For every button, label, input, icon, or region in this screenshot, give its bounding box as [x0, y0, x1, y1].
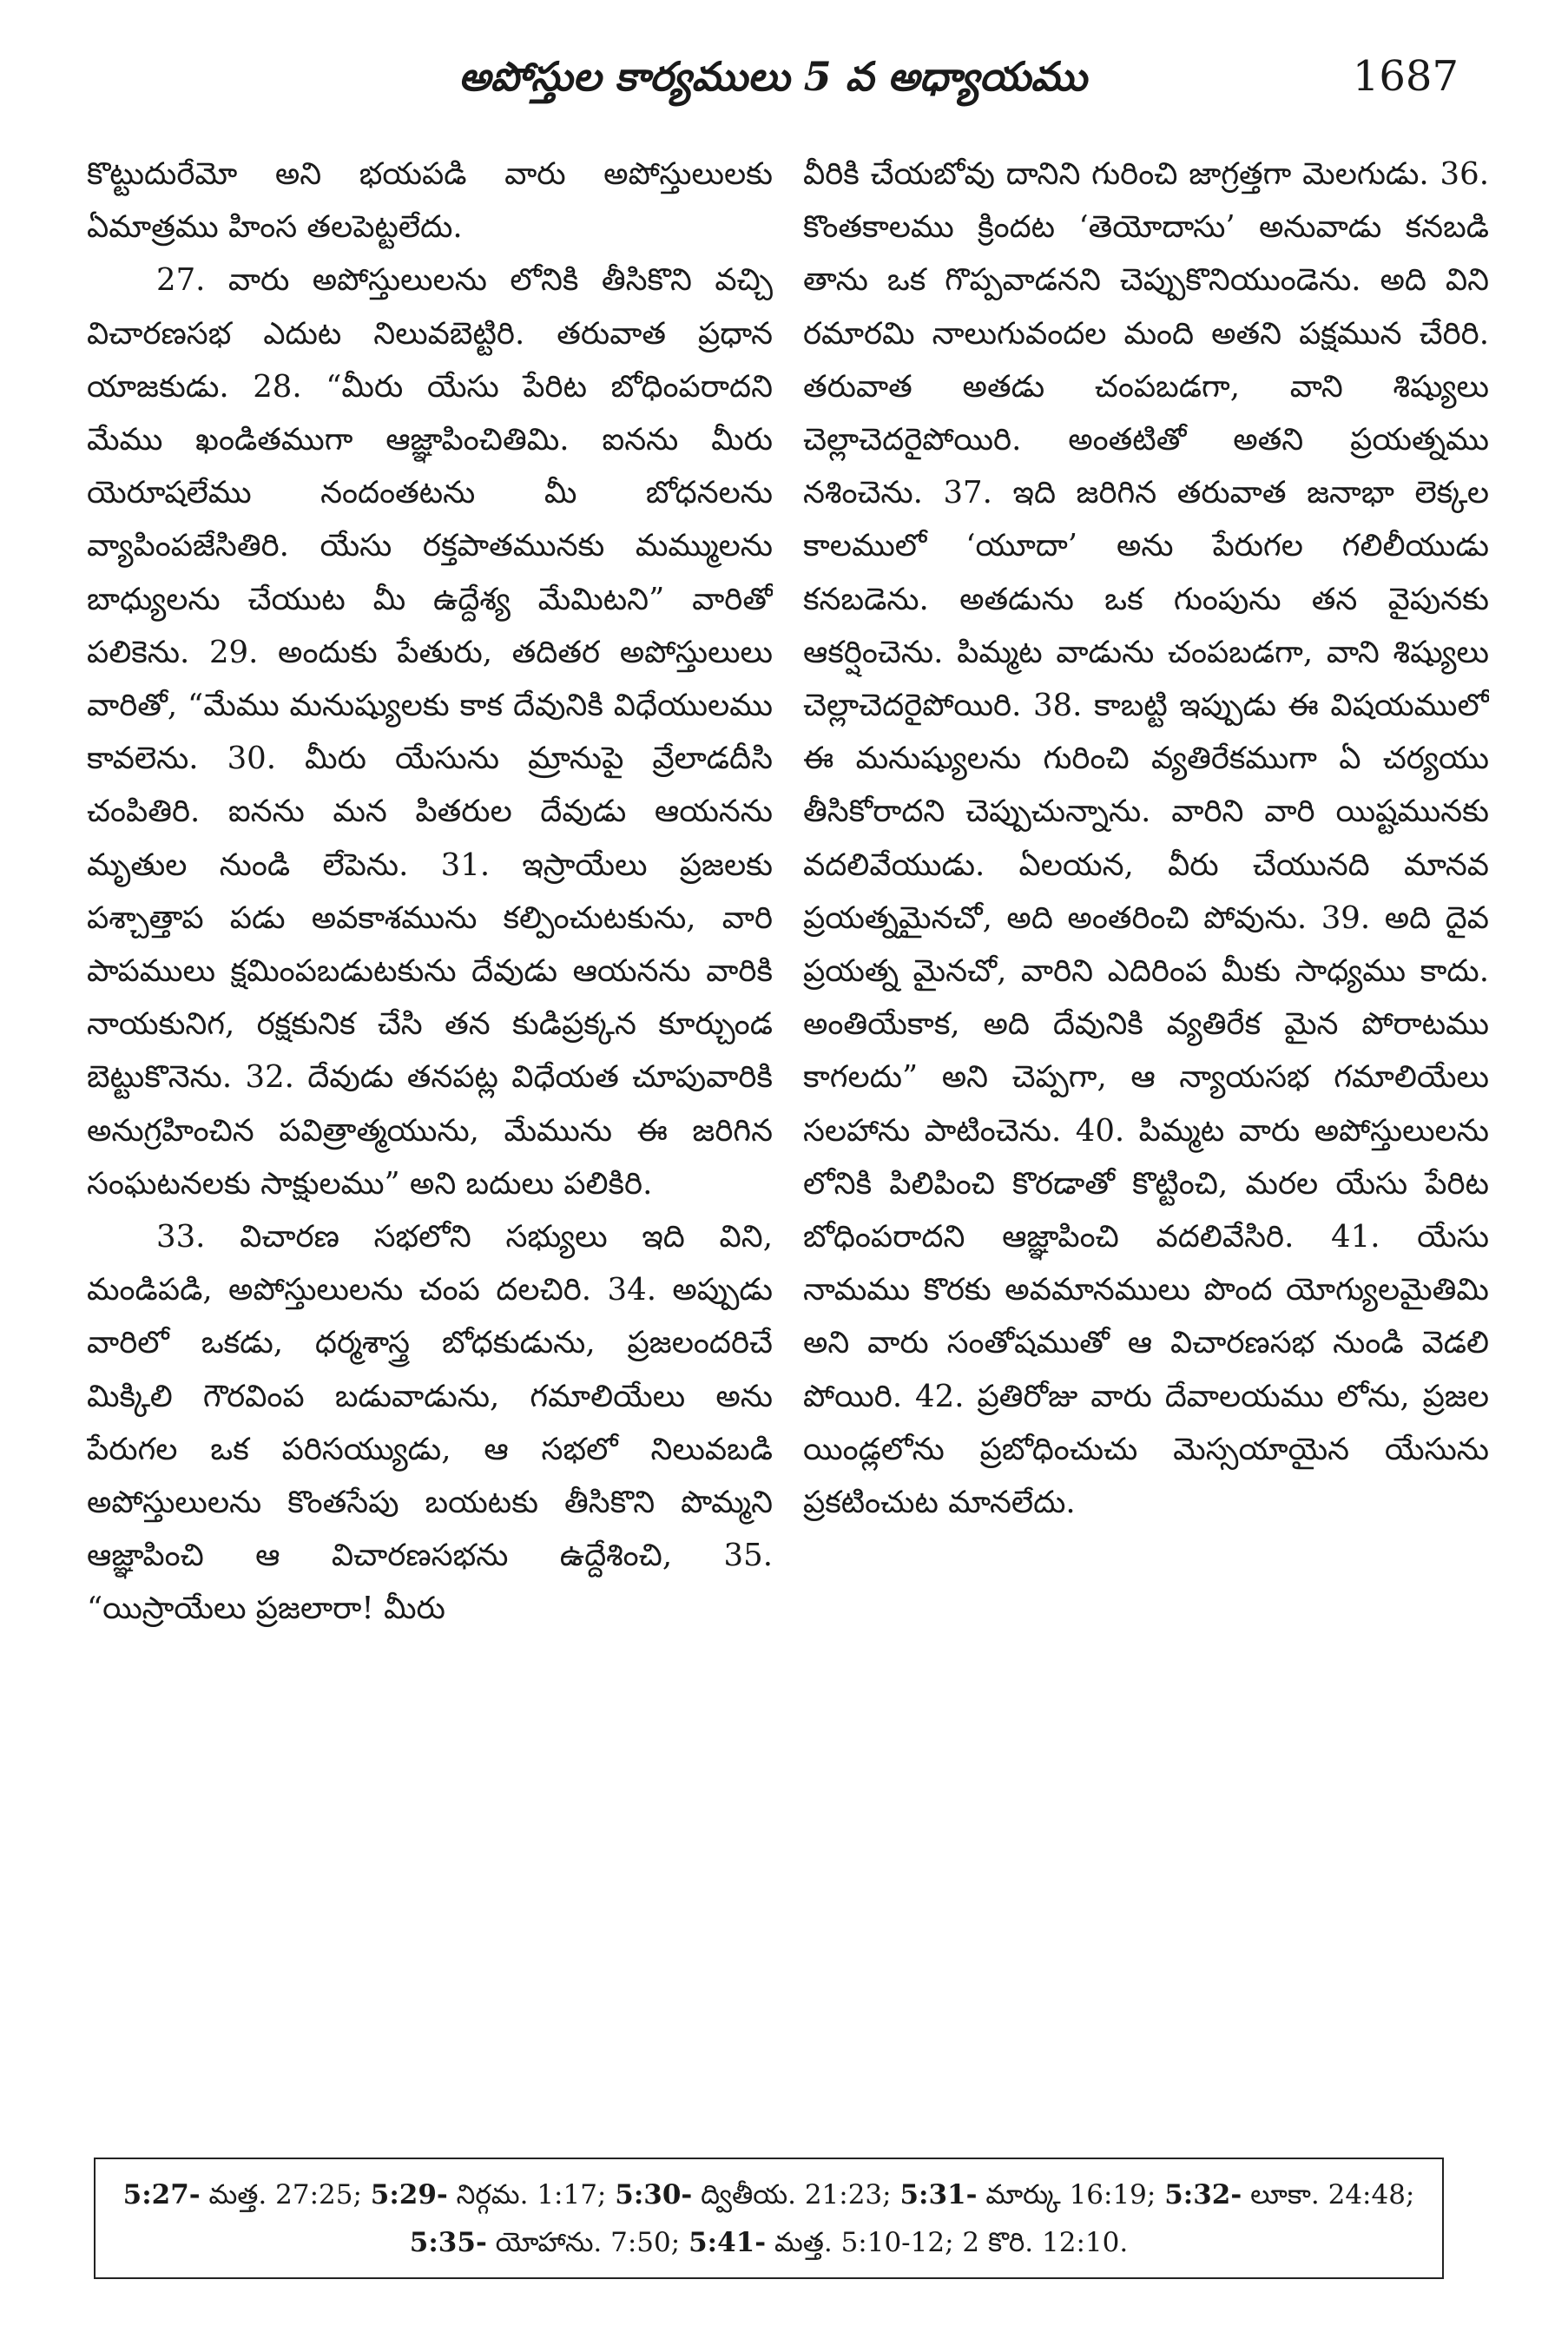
page-number: 1687: [1352, 52, 1459, 101]
footnote-ref: 5:27-: [122, 2179, 201, 2210]
footnote-ref: 5:30-: [615, 2179, 693, 2210]
footnote-text: ద్వితీయ. 21:23;: [692, 2179, 892, 2210]
footnote: [615, 2179, 891, 2210]
footnote: [123, 2179, 362, 2210]
footnote-text: మార్కు 16:19;: [977, 2179, 1156, 2210]
footnote-text: మత్త. 5:10-12; 2 కొరి. 12:10.: [766, 2227, 1129, 2258]
paragraph: కొట్టుదురేమో అని భయపడి వారు అపోస్తులులకు ఏమాత్రము హింస తలపెట్టలేదు.: [87, 156, 773, 246]
footnote: [899, 2179, 1156, 2210]
paragraph: 33. విచారణ సభలోని సభ్యులు ఇది విని, మండిపడి, అపోస్తులులను చంప దలచిరి. 34. అప్పుడు వారిలో ఒకడు, ధర్మశాస్త్ర బోధకుడును, ప్రజలందరిచే మిక్కిలి గౌరవింప బడువాడును, గమాలియేలు అను పేరుగల ఒక పరిసయ్యుడు, ఆ సభలో నిలువబడి అపోస్తులులను కొంతసేపు బయటకు తీసికొని పొమ్మని ఆజ్ఞాపించి ఆ విచారణసభను ఉద్దేశించి, 35. “యిస్రాయేలు ప్రజలారా! మీరు: [87, 1219, 773, 1627]
right-column: [803, 148, 1489, 2092]
footnote-text: మత్త. 27:25;: [200, 2179, 362, 2210]
footnote-ref: 5:32-: [1164, 2179, 1242, 2210]
footnote-ref: 5:35-: [409, 2227, 487, 2258]
footnote-text: నిర్గమ. 1:17;: [447, 2179, 607, 2210]
paragraph: 27. వారు అపోస్తులులను లోనికి తీసికొని వచ్చి విచారణసభ ఎదుట నిలువబెట్టిరి. తరువాత ప్రధాన యాజకుడు. 28. “మీరు యేసు పేరిట బోధింపరాదని మేము ఖండితముగా ఆజ్ఞాపించితిమి. ఐనను మీరు యెరూషలేము నందంతటను మీ బోధనలను వ్యాపింపజేసితిరి. యేసు రక్తపాతమునకు మమ్ములను బాధ్యులను చేయుట మీ ఉద్దేశ్య మేమిటని” వారితో పలికెను. 29. అందుకు పేతురు, తదితర అపోస్తులులు వారితో, “మేము మనుష్యులకు కాక దేవునికి విధేయులము కావలెను. 30. మీరు యేసును మ్రానుపై వ్రేలాడదీసి చంపితిరి. ఐనను మన పితరుల దేవుడు ఆయనను మృతుల నుండి లేపెను. 31. ఇస్రాయేలు ప్రజలకు పశ్చాత్తాప పడు అవకాశమును కల్పించుటకును, వారి పాపములు క్షమింపబడుటకును దేవుడు ఆయనను వారికి నాయకునిగ, రక్షకునిక చేసి తన కుడిప్రక్కన కూర్చుండ బెట్టుకొనెను. 32. దేవుడు తనపట్ల విధేయత చూపువారికి అనుగ్రహించిన పవిత్రాత్మయును, మేమును ఈ జరిగిన సంఘటనలకు సాక్షులము” అని బదులు పలికిరి.: [87, 262, 773, 1202]
footnote-text: లూకా. 24:48;: [1242, 2179, 1415, 2210]
cross-reference-box: [94, 2158, 1444, 2279]
footnote-ref: 5:29-: [370, 2179, 448, 2210]
page-header: [87, 42, 1459, 111]
footnote: [1164, 2179, 1414, 2210]
chapter-title: అపోస్తుల కార్యములు 5 వ అధ్యాయము: [458, 53, 1087, 100]
footnote-ref: 5:41-: [688, 2227, 767, 2258]
footnote-text: యోహాను. 7:50;: [486, 2227, 681, 2258]
footnote-ref: 5:31-: [899, 2179, 978, 2210]
footnote: [410, 2227, 680, 2258]
footnote: [371, 2179, 607, 2210]
paragraph: వీరికి చేయబోవు దానిని గురించి జాగ్రత్తగా మెలగుడు. 36. కొంతకాలము క్రిందట ‘తెయోదాసు’ అనువాడు కనబడి తాను ఒక గొప్పవాడనని చెప్పుకొనియుండెను. అది విని రమారమి నాలుగువందల మంది అతని పక్షమున చేరిరి. తరువాత అతడు చంపబడగా, వాని శిష్యులు చెల్లాచెదరైపోయిరి. అంతటితో అతని ప్రయత్నము నశించెను. 37. ఇది జరిగిన తరువాత జనాభా లెక్కల కాలములో ‘యూదా’ అను పేరుగల గలిలీయుడు కనబడెను. అతడును ఒక గుంపును తన వైపునకు ఆకర్షించెను. పిమ్మట వాడును చంపబడగా, వాని శిష్యులు చెల్లాచెదరైపోయిరి. 38. కాబట్టి ఇప్పుడు ఈ విషయములో ఈ మనుష్యులను గురించి వ్యతిరేకముగా ఏ చర్యయు తీసికోరాదని చెప్పుచున్నాను. వారిని వారి యిష్టమునకు వదలివేయుడు. ఏలయన, వీరు చేయునది మానవ ప్రయత్నమైనచో, అది అంతరించి పోవును. 39. అది దైవ ప్రయత్న మైనచో, వారిని ఎదిరింప మీకు సాధ్యము కాదు. అంతియేకాక, అది దేవునికి వ్యతిరేక మైన పోరాటము కాగలదు” అని చెప్పగా, ఆ న్యాయసభ గమాలియేలు సలహాను పాటించెను. 40. పిమ్మట వారు అపోస్తులులను లోనికి పిలిపించి కొరడాతో కొట్టించి, మరల యేసు పేరిట బోధింపరాదని ఆజ్ఞాపించి వదలివేసిరి. 41. యేసు నామము కొరకు అవమానములు పొంద యోగ్యులమైతిమి అని వారు సంతోషముతో ఆ విచారణసభ నుండి వెడలి పోయిరి. 42. ప్రతిరోజు వారు దేవాలయము లోను, ప్రజల యిండ్లలోను ప్రబోధించుచు మెస్సయాయైన యేసును ప్రకటించుట మానలేదు.: [803, 156, 1489, 1521]
left-column: [87, 148, 773, 2092]
footnote: [688, 2227, 1128, 2258]
